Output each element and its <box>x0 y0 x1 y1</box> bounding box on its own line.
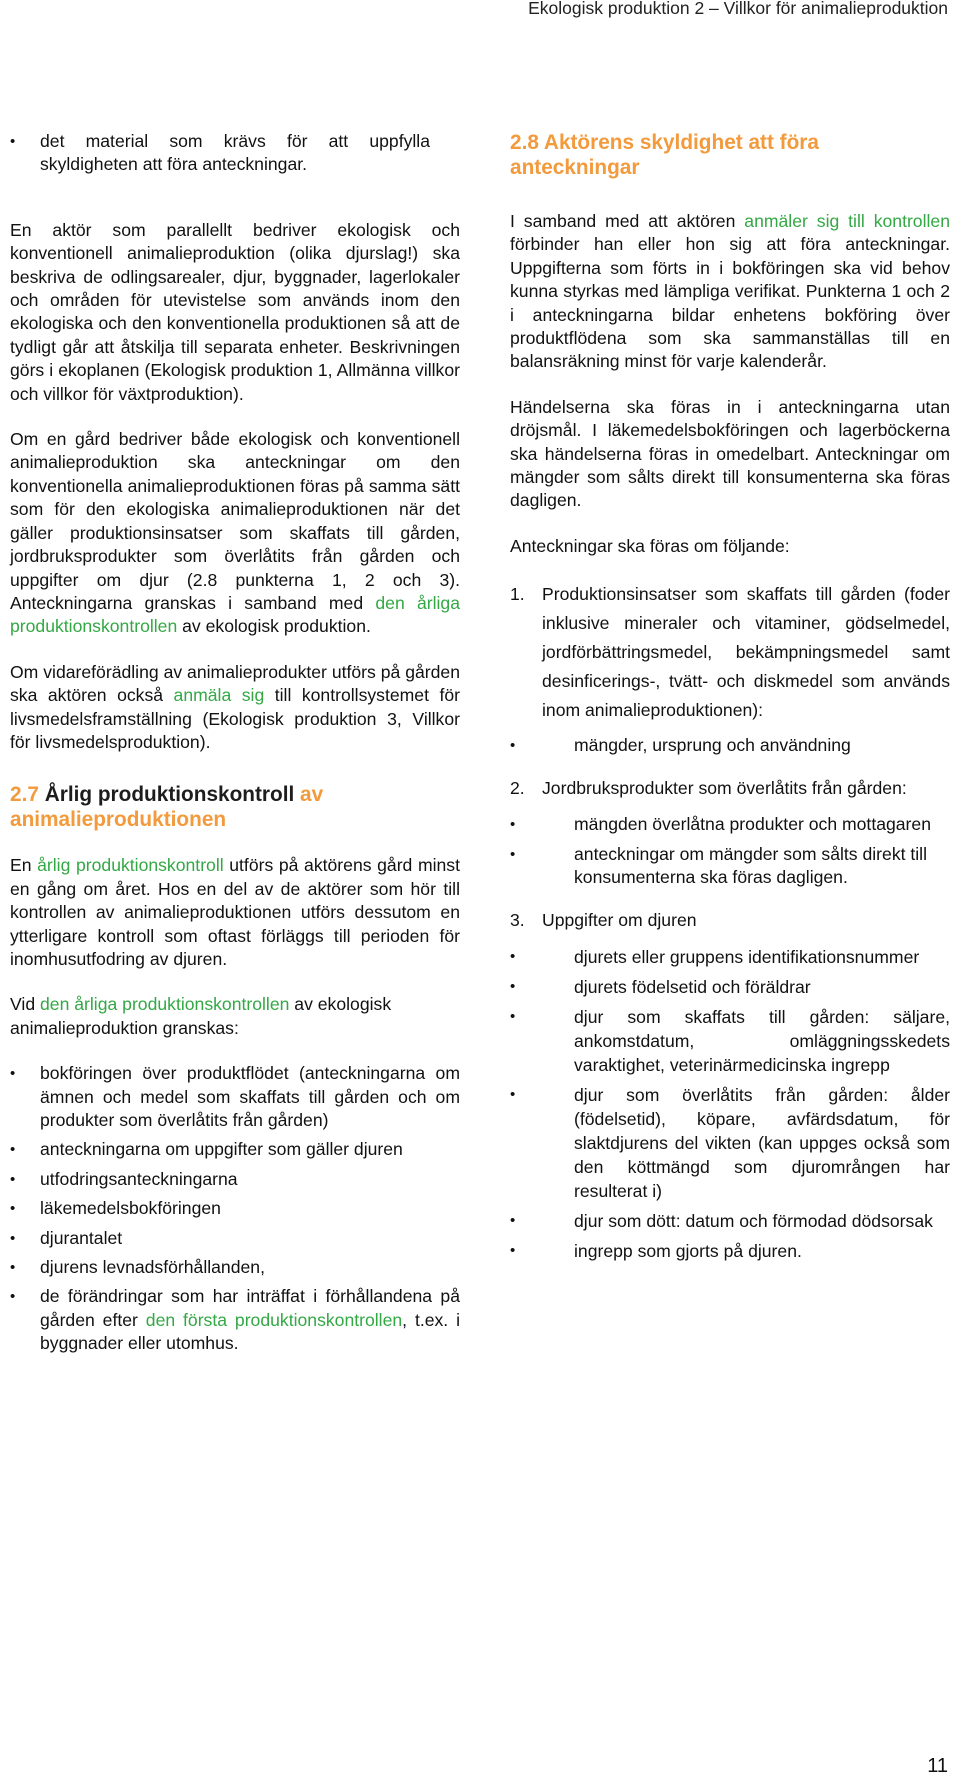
paragraph: I samband med att aktören anmäler sig till kontrollen förbinder han eller hon sig att föra anteckningar. Uppgifterna som förts in i bokföringen ska vid behov kunna styrkas med lämpliga verifikat. Punkterna 1 och 2 i anteckningarna bildar enhetens bokföring över produktflödena som ska sammanställas till en balansräkning minst för varje kalenderår. <box>510 211 950 372</box>
section-heading-2-7: 2.7 Årlig produktionskontroll av animalieproduktionen <box>10 783 324 832</box>
intro-bullet-list <box>10 130 430 177</box>
right-column <box>510 130 950 1263</box>
paragraph: En årlig produktionskontroll utförs på aktörens gård minst en gång om året. Hos en del av de aktörer som hör till kontrollen av animalieproduktionen utförs dessutom en ytterligare kontroll som oftast förläggs till perioden för inomhusutfodring av djuren. <box>10 855 460 969</box>
link-first-inspection[interactable]: den första produktionskontrollen <box>145 1309 403 1330</box>
list-item: • djur som skaffats till gården: säljare, ankomstdatum, omläggningsskedets varaktighet, veterinärmedicinska ingrepp <box>510 1005 950 1077</box>
list-item: • mängden överlåtna produkter och mottagaren <box>510 813 950 836</box>
list-item: • djurantalet <box>10 1227 460 1250</box>
list-item: 2. Jordbruksprodukter som överlåtits från gården: • mängden överlåtna produkter och mottagaren • anteckningar om mängder som sålts direkt till konsumenterna ska föras dagligen. <box>510 774 950 889</box>
list-item: 3. Uppgifter om djuren • djurets eller gruppens identifikationsnummer • djurets födelsetid och föräldrar • djur som skaffats till gården: säljare, ankomstdatum, omläggningsskedets varaktighet, veterinärmedicinska ingrepp • djur som överlåtits från gården: ålder (födelsetid), köpare, avfärdsdatum, för slaktdjurens del vikten (kan uppges också som den köttmängd som djuromrången har resulterat i) • djur som dött: datum och förmodad dödsorsak • ingrepp som gjorts på djuren. <box>510 906 950 1263</box>
list-item: • djurets födelsetid och föräldrar <box>510 975 950 999</box>
list-item: • utfodringsanteckningarna <box>10 1168 460 1191</box>
list-item: • djur som dött: datum och förmodad dödsorsak <box>510 1209 950 1233</box>
list-item: • bokföringen över produktflödet (anteckningarna om ämnen och medel som skaffats till gården och om produkter som överlåtits från gården) <box>10 1062 460 1132</box>
list-item: 1. Produktionsinsatser som skaffats till gården (foder inklusive mineraler och vitaminer, gödselmedel, jordförbättringsmedel, bekämpningsmedel samt desinficerings-, tvätt- och diskmedel som används inom animalieproduktionen): • mängder, ursprung och användning <box>510 580 950 760</box>
paragraph: Händelserna ska föras in i anteckningarna utan dröjsmål. I läkemedelsbokföringen och lagerböckerna ska händelserna föras in omedelbart. Anteckningar om mängder som sålts direkt till konsumenterna ska föras dagligen. <box>510 396 950 511</box>
paragraph: Om en gård bedriver både ekologisk och konventionell animalieproduktion ska anteckningar om den konventionella animalieproduktionen föras på samma sätt som för den ekologiska animalieproduktionen när det gäller produktionsinsatser som skaffats till gården, jordbruksprodukter som överlåtits från gården och uppgifter om djur (2.8 punkterna 1, 2 och 3). Anteckningarna granskas i samband med den årliga produktionskontrollen av ekologisk produktion. <box>10 429 460 637</box>
list-item: • ingrepp som gjorts på djuren. <box>510 1239 950 1263</box>
inspection-bullet-list <box>10 1062 460 1355</box>
left-column <box>10 130 460 1356</box>
list-item: • mängder, ursprung och användning <box>510 731 950 760</box>
section-heading-2-8: 2.8 Aktörens skyldighet att föra anteckningar <box>510 131 819 179</box>
page-number: 11 <box>927 1755 948 1777</box>
link-register-for-inspection[interactable]: anmäler sig till kontrollen <box>744 211 950 231</box>
list-item: • djur som överlåtits från gården: ålder (födelsetid), köpare, avfärdsdatum, för slaktdjurens del vikten (kan uppges också som den köttmängd som djuromrången har resulterat i) <box>510 1083 950 1203</box>
list-item: • anteckningar om mängder som sålts direkt till konsumenterna ska föras dagligen. <box>510 843 950 890</box>
paragraph: Anteckningar ska föras om följande: <box>510 535 790 556</box>
list-item: • djurens levnadsförhållanden, <box>10 1256 460 1279</box>
list-item: • anteckningarna om uppgifter som gäller djuren <box>10 1138 460 1161</box>
list-item: • det material som krävs för att uppfylla skyldigheten att föra anteckningar. <box>10 130 430 177</box>
link-annual-inspection[interactable]: den årliga produktionskontrollen <box>10 592 460 637</box>
list-item: • läkemedelsbokföringen <box>10 1197 460 1220</box>
link-annual-inspection[interactable]: årlig produktionskontroll <box>37 855 224 876</box>
link-register[interactable]: anmäla sig <box>173 685 265 706</box>
list-item: • de förändringar som har inträffat i förhållandena på gården efter den första produktionskontrollen, t.ex. i byggnader eller utomhus. <box>10 1285 460 1355</box>
record-keeping-list <box>510 580 950 1262</box>
running-header: Ekologisk produktion 2 – Villkor för animalieproduktion <box>528 0 948 18</box>
paragraph: Om vidareförädling av animalieprodukter utförs på gården ska aktören också anmäla sig till kontrollsystemet för livsmedelsframställning (Ekologisk produktion 3, Villkor för livsmedelsproduktion). <box>10 661 460 752</box>
link-annual-inspection[interactable]: den årliga produktionskontrollen <box>40 994 290 1015</box>
paragraph: Vid den årliga produktionskontrollen av ekologisk animalieproduktion granskas: <box>10 994 392 1038</box>
list-item: • djurets eller gruppens identifikationsnummer <box>510 945 950 969</box>
paragraph: En aktör som parallellt bedriver ekologisk och konventionell animalieproduktion (olika djurslag!) ska beskriva de odlingsarealer, djur, byggnader, lagerlokaler och områden för utevistelse som används inom den ekologiska och den konventionella produktionen så att de tydligt går att åtskilja till separata enheter. Beskrivningen görs i ekoplanen (Ekologisk produktion 1, Allmänna villkor och villkor för växtproduktion). <box>10 219 460 404</box>
